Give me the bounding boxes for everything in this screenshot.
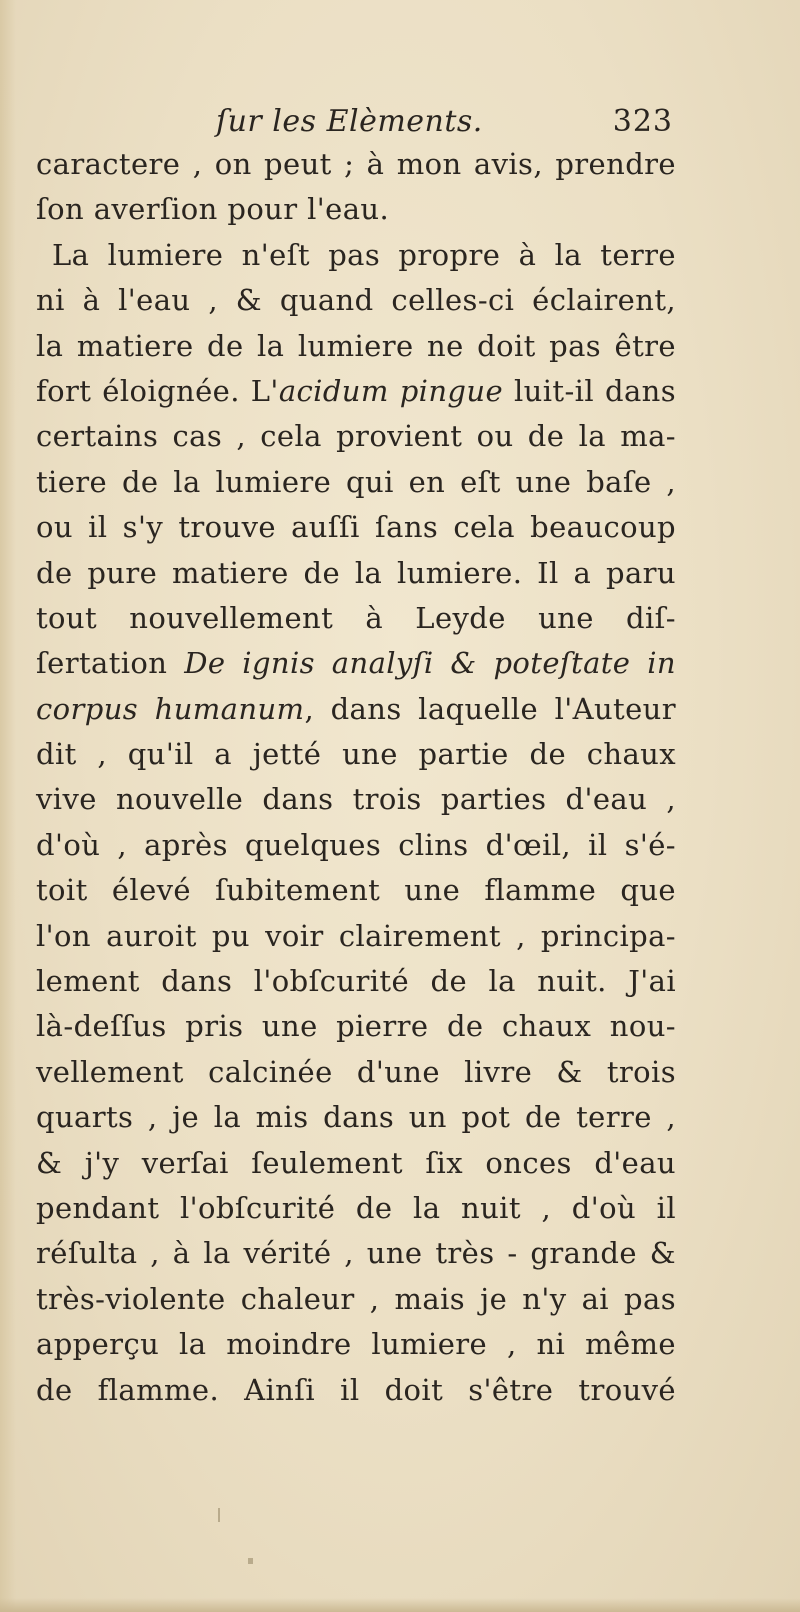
text-line-12: ſertation De ignis analyſi & poteſtate in — [36, 646, 676, 681]
running-head — [38, 104, 693, 144]
text-line-3: La lumiere n'eſt pas propre à la terre — [52, 237, 676, 272]
text-line-5: la matiere de la lumiere ne doit pas être — [36, 328, 676, 363]
text-line-20: là-deſſus pris une pierre de chaux nou- — [36, 1009, 676, 1044]
body-text — [36, 142, 676, 1413]
text-line-10: de pure matiere de la lumiere. Il a paru — [36, 555, 676, 590]
latin-term: acidum pingue — [278, 373, 504, 408]
text-line-4: ni à l'eau , & quand celles-ci éclairent, — [36, 283, 676, 318]
text-line-2: ſon averſion pour l'eau. — [36, 192, 390, 227]
text-line-9: ou il s'y trouve auſſi ſans cela beaucoup — [36, 510, 676, 545]
text-line-25: réſulta , à la vérité , une très - grande & — [36, 1236, 676, 1271]
text-line-16: d'où , après quelques clins d'œil, il s'é- — [36, 827, 676, 862]
page-number: 323 — [612, 104, 673, 139]
text-line-1: caractere , on peut ; à mon avis, prendre — [36, 147, 676, 181]
text-line-8: tiere de la lumiere qui en eſt une baſe , — [36, 464, 676, 499]
running-title: ſur les Elèments. — [216, 104, 483, 139]
text-line-27: apperçu la moindre lumiere , ni même — [36, 1327, 676, 1362]
text-line-13: corpus humanum, dans laquelle l'Auteur — [36, 691, 676, 726]
text-line-22: quarts , je la mis dans un pot de terre , — [36, 1100, 676, 1135]
text-line-21: vellement calcinée d'une livre & trois — [36, 1054, 676, 1089]
text-line-18: l'on auroit pu voir clairement , principa- — [36, 918, 676, 953]
text-line-15: vive nouvelle dans trois parties d'eau , — [36, 782, 676, 817]
paper-speck — [218, 1508, 220, 1522]
dissertation-title-cont: corpus humanum — [36, 691, 305, 726]
text-line-26: très-violente chaleur , mais je n'y ai pas — [36, 1281, 676, 1316]
text-line-11: tout nouvellement à Leyde une diſ- — [36, 600, 676, 635]
text-line-6: fort éloignée. L'acidum pingue luit-il dans — [36, 373, 677, 408]
paper-speck — [248, 1558, 253, 1564]
text-line-17: toit élevé ſubitement une flamme que — [36, 873, 676, 908]
text-line-14: dit , qu'il a jetté une partie de chaux — [36, 737, 676, 772]
text-line-28: de flamme. Ainſi il doit s'être trouvé — [36, 1372, 676, 1407]
text-line-24: pendant l'obſcurité de la nuit , d'où il — [36, 1190, 676, 1225]
text-line-19: lement dans l'obſcurité de la nuit. J'ai — [36, 964, 676, 999]
dissertation-title: De ignis analyſi & poteſtate in — [184, 646, 676, 681]
text-line-7: certains cas , cela provient ou de la ma- — [36, 419, 676, 454]
text-line-23: & j'y verſai ſeulement ſix onces d'eau — [36, 1145, 676, 1180]
